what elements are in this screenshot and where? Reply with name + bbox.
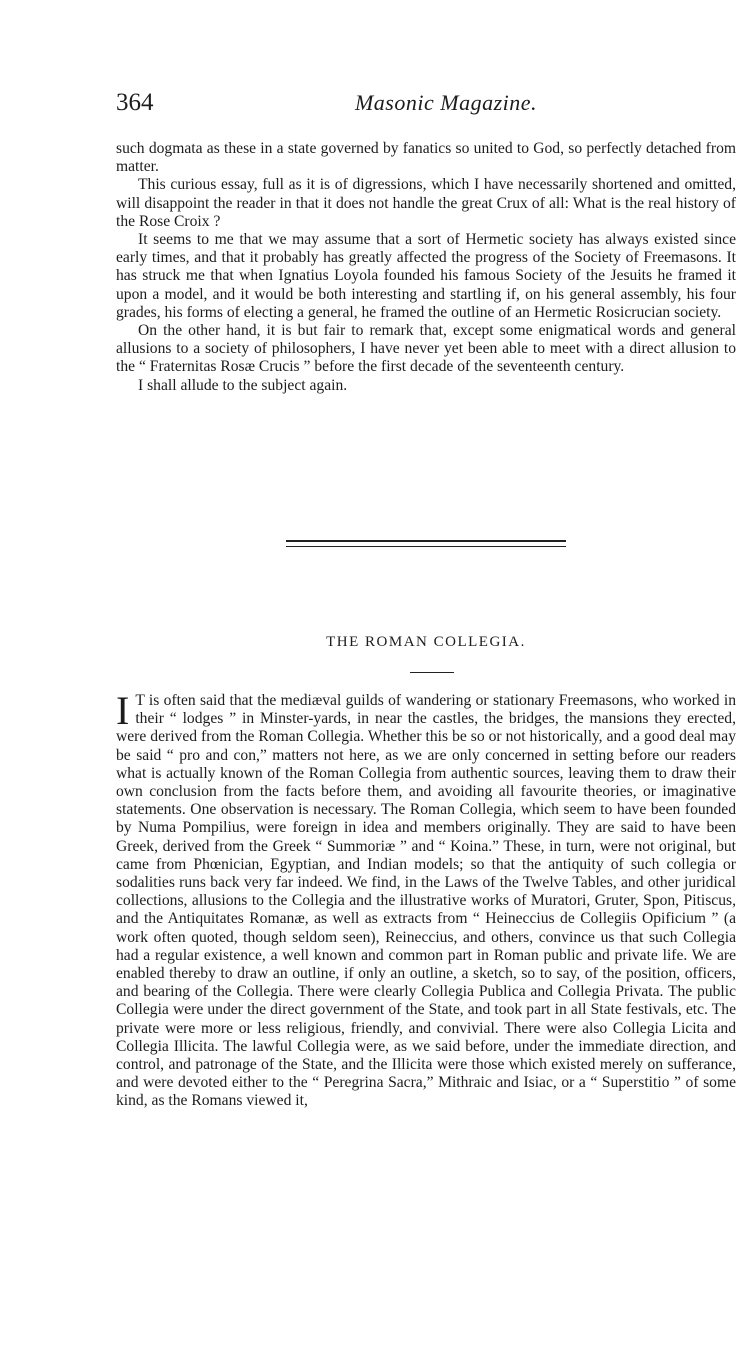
paragraph: It seems to me that we may assume that a sort of Hermetic society has always existed since early times, and that it probably has greatly affected the progress of the Society of Freemasons. It has struck me that when Ignatius Loyola founded his famous Society of the Jesuits he framed it upon a model, and it would be both interesting and startling if, on his general assembly, his four grades, his forms of electing a general, he framed the outline of an Hermetic Rosicrucian society. bbox=[116, 231, 736, 321]
section-divider-rule bbox=[286, 540, 566, 542]
running-title: Masonic Magazine. bbox=[354, 90, 538, 115]
title-underline-rule bbox=[410, 672, 454, 673]
article-title: THE ROMAN COLLEGIA. bbox=[326, 634, 526, 650]
paragraph: This curious essay, full as it is of digressions, which I have necessarily shortened and omitted, will disappoint the reader in that it does not handle the great Crux of all: What is the real history of the Rose Croix ? bbox=[116, 176, 736, 230]
page-number: 364 bbox=[116, 89, 154, 116]
article-text: T is often said that the mediæval guilds of wandering or stationary Freemasons, who worked in their “ lodges ” in Minster-yards, in near the castles, the bridges, the mansions they erected, were derived from the Roman Collegia. Whether this be so or not historically, and a good deal may be said “ pro and con,” matters not here, as we are only concerned in setting before our readers what is actually known of the Roman Collegia from authentic sources, leaving them to draw their own conclusion from the facts before them, and avoiding all favourite theories, or imaginative statements. One observation is necessary. The Roman Collegia, which seem to have been founded by Numa Pompilius, were foreign in idea and members originally. They are said to have been Greek, derived from the Greek “ Summoriæ ” and “ Koina.” These, in turn, were not original, but came from Phœnician, Egyptian, and Indian models; so that the antiquity of such collegia or sodalities runs back very far indeed. We find, in the Laws of the Twelve Tables, and other juridical collections, allusions to the Collegia and the illustrative works of Muratori, Gruter, Spon, Pitiscus, and the Antiquitates Romanæ, as well as extracts from “ Heineccius de Collegiis Opificium ” (a work often quoted, though seldom seen), Reineccius, and others, convince us that such Collegia had a regular existence, a well known and common part in Roman public and private life. We are enabled thereby to draw an outline, if only an outline, a sketch, so to say, of the position, officers, and bearing of the Collegia. There were clearly Collegia Publica and Collegia Privata. The public Collegia were under the direct government of the State, and took part in all State festivals, etc. The private were more or less religious, friendly, and convivial. There were also Collegia Licita and Collegia Illicita. The lawful Collegia were, as we said before, under the immediate direction, and control, and patronage of the State, and the Illicita were those which existed merely on sufferance, and were devoted either to the “ Peregrina Sacra,” Mithraic and Isiac, or a “ Superstitio ” of some kind, as the Romans viewed it, bbox=[116, 692, 736, 1110]
drop-cap: I bbox=[116, 688, 130, 733]
article-body bbox=[116, 688, 736, 1111]
paragraph: such dogmata as these in a state governed by fanatics so united to God, so perfectly detached from matter. bbox=[116, 140, 736, 176]
continuation-text bbox=[116, 140, 736, 395]
paragraph: On the other hand, it is but fair to remark that, except some enigmatical words and general allusions to a society of philosophers, I have never yet been able to meet with a direct allusion to the “ Fraternitas Rosæ Crucis ” before the first decade of the seventeenth century. bbox=[116, 322, 736, 376]
section-divider-rule bbox=[286, 546, 566, 547]
page-header bbox=[116, 86, 736, 120]
paragraph: I shall allude to the subject again. bbox=[138, 376, 348, 394]
